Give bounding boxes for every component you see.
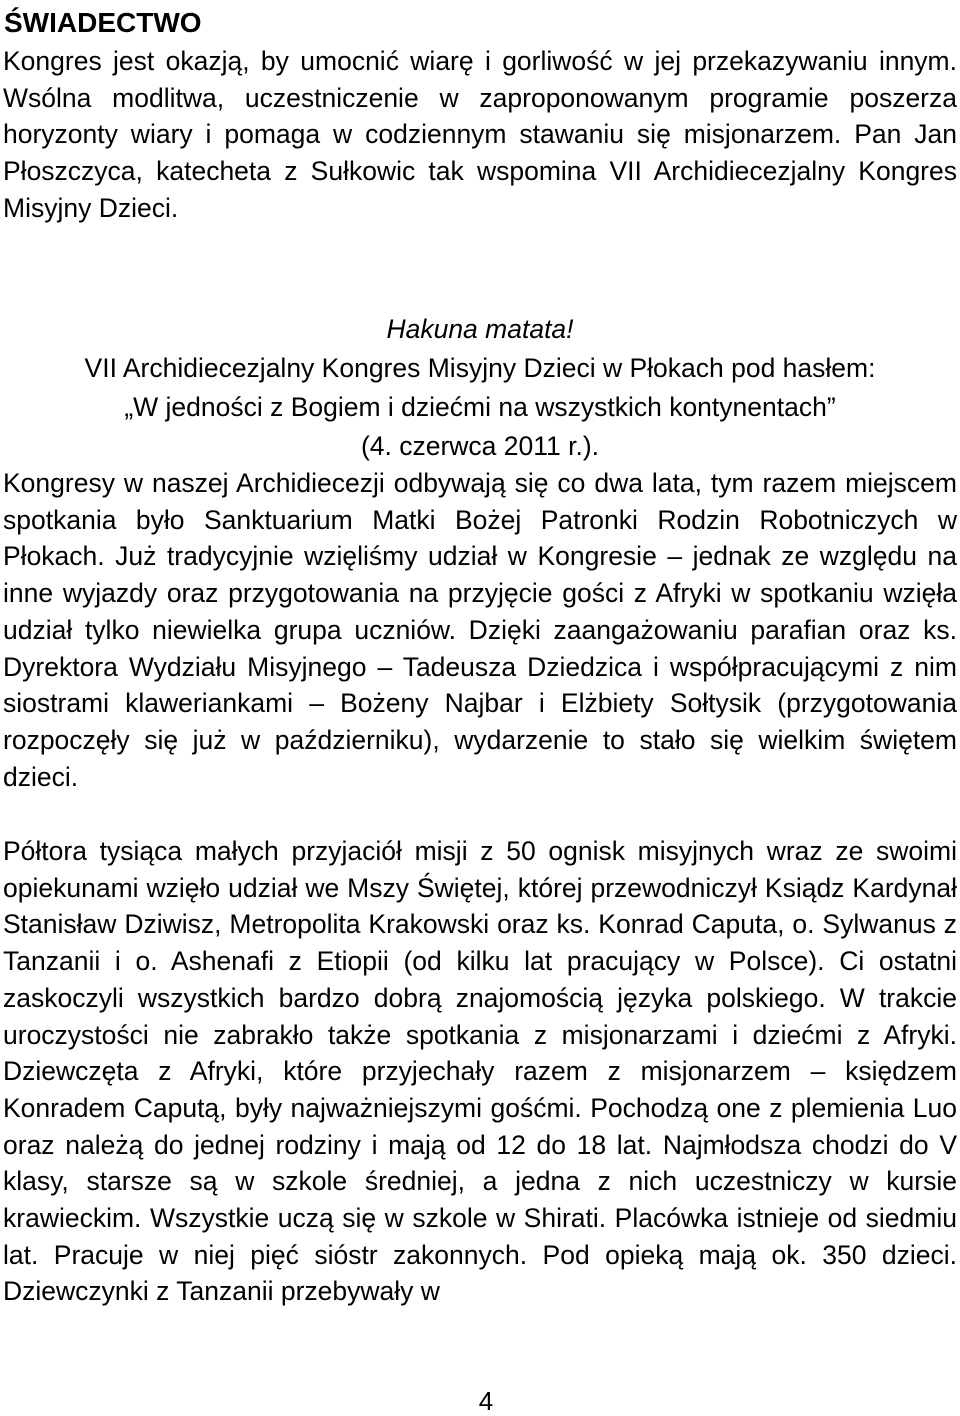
- intro-paragraph: Kongres jest okazją, by umocnić wiarę i gorliwość w jej przekazywaniu innym. Wsólna modlitwa, uczestniczenie w zaproponowanym programie poszerza horyzonty wiary i pomaga w codziennym stawaniu się misjonarzem. Pan Jan Płoszczyca, katecheta z Sułkowic tak wspomina VII Archidiecezjalny Kongres Misyjny Dzieci.: [3, 46, 957, 223]
- article-heading-line-3: (4. czerwca 2011 r.).: [360, 431, 600, 461]
- body-paragraph-2: Półtora tysiąca małych przyjaciół misji z 50 ognisk misyjnych wraz ze swoimi opiekunami wzięło udział we Mszy Świętej, której przewodniczył Ksiądz Kardynał Stanisław Dziwisz, Metropolita Krakowski oraz ks. Konrad Caputa, o. Sylwanus z Tanzanii i o. Ashenafi z Etiopii (od kilku lat pracujący w Polsce). Ci ostatni zaskoczyli wszystkich bardzo dobrą znajomością języka polskiego. W trakcie uroczystości nie zabrakło także spotkania z misjonarzami i dziećmi z Afryki. Dziewczęta z Afryki, które przyjechały razem z misjonarzem – księdzem Konradem Caputą, były najważniejszymi gośćmi. Pochodzą one z plemienia Luo oraz należą do jednej rodziny i mają od 12 do 18 lat. Najmłodsza chodzi do V klasy, starsze są w szkole średniej, a jedna z nich uczestniczy w kursie krawieckim. Wszystkie uczą się w szkole w Shirati. Placówka istnieje od siedmiu lat. Pracuje w niej pięć sióstr zakonnych. Pod opieką mają ok. 350 dzieci. Dziewczynki z Tanzanii przebywały w: [3, 836, 957, 1307]
- article-subtitle: Hakuna matata!: [386, 314, 574, 344]
- article-heading-line-2: „W jedności z Bogiem i dziećmi na wszystkich kontynentach”: [124, 392, 836, 422]
- body-paragraph-1: Kongresy w naszej Archidiecezji odbywają się co dwa lata, tym razem miejscem spotkania było Sanktuarium Matki Bożej Patronki Rodzin Robotniczych w Płokach. Już tradycyjnie wzięliśmy udział w Kongresie – jednak ze względu na inne wyjazdy oraz przygotowania na przyjęcie gości z Afryki w spotkaniu wzięła udział tylko niewielka grupa uczniów. Dzięki zaangażowaniu parafian oraz ks. Dyrektora Wydziału Misyjnego – Tadeusza Dziedzica i współpracującymi z nim siostrami klaweriankami – Bożeny Najbar i Elżbiety Sołtysik (przygotowania rozpoczęły się już w październiku), wydarzenie to stało się wielkim świętem dzieci.: [3, 468, 957, 792]
- document-title: ŚWIADECTWO: [4, 7, 202, 38]
- page-number: 4: [478, 1386, 494, 1416]
- article-heading-line-1: VII Archidiecezjalny Kongres Misyjny Dzieci w Płokach pod hasłem:: [84, 353, 876, 383]
